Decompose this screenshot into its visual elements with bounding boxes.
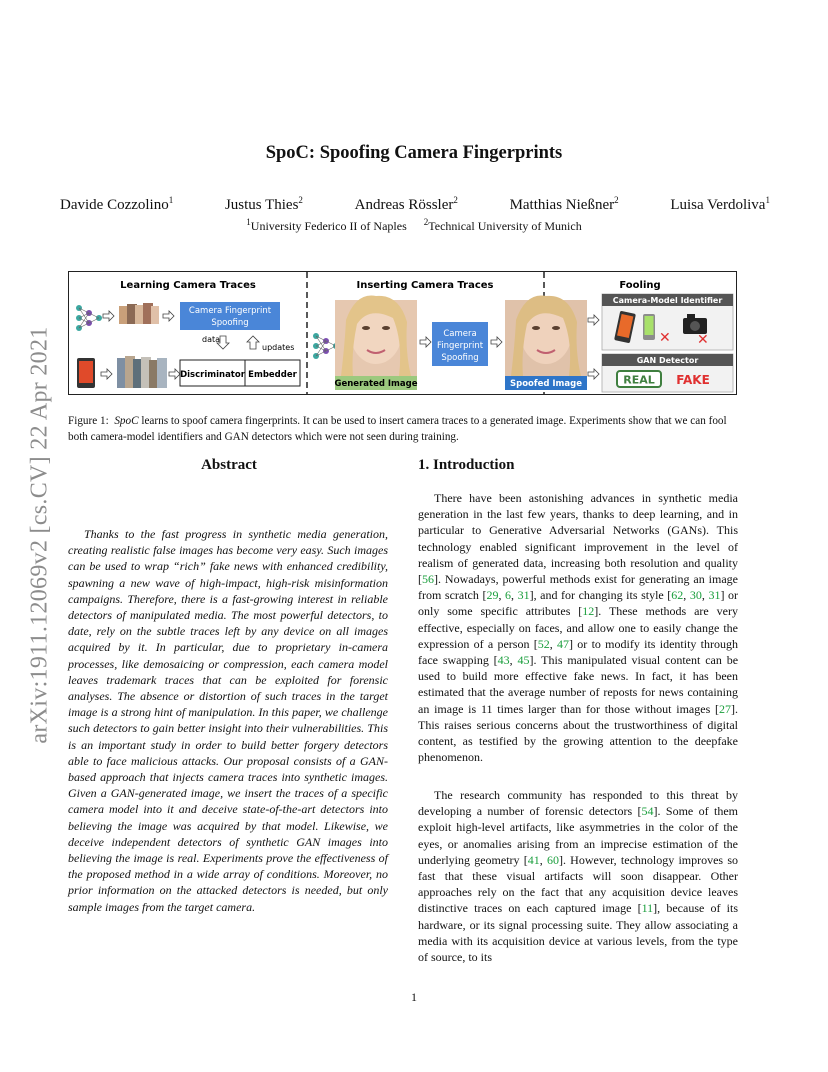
arrow-icon [588, 369, 599, 379]
citation-link[interactable]: 45 [517, 653, 530, 668]
spoofed-face-image [505, 296, 587, 377]
paper-title: SpoC: Spoofing Camera Fingerprints [265, 143, 563, 163]
abstract-heading: Abstract [201, 457, 257, 473]
svg-text:REAL: REAL [623, 373, 655, 387]
label-updates: updates [262, 343, 295, 352]
author: Justus Thies$^2$ [224, 195, 303, 213]
arxiv-id: arXiv:1911.12069v2 [cs.CV] 22 Apr 2021 [26, 326, 53, 744]
author: Davide Cozzolino$^1$ [60, 195, 174, 213]
citation-link[interactable]: 43 [497, 653, 510, 668]
affiliations [0, 217, 828, 234]
citation-link[interactable]: 31 [517, 588, 530, 603]
intro-paragraph-1: There have been astonishing advances in synthetic media generation in the last few years, thanks to deep learning, and in particular to Generative Adversarial Networks (GANs). This technology enabled significant improvement in the level of realism of generated data, increasing both resolution and quality [56]. Nowadays, powerful methods exist for generating an image from scratch [29, 6, 31], and for changing its style [62, 30, 31] or only some specific attributes [12]. These methods are very effective, especially on faces, and allow one to easily change the expression of a person [52, 47] or to modify its identity through face swapping [43, 45]. This manipulated visual content can be used to build more effective fake news. In fact, it has been estimated that the average number of reposts for news containing an image is 11 times larger than for those without images [27]. This raises serious concerns about the trustworthiness of digital content, as testified by the growing attention to the deepfake phenomenon. [418, 491, 739, 765]
svg-text:GAN Detector: GAN Detector [636, 356, 699, 365]
citation-link[interactable]: 52 [537, 636, 550, 651]
arrow-icon [420, 337, 431, 347]
smartphone-icon [643, 314, 655, 340]
citation-link[interactable]: 11 [641, 901, 654, 916]
generated-face-image [335, 296, 417, 377]
arrow-icon [588, 315, 599, 325]
citation-link[interactable]: 54 [641, 804, 654, 819]
author: Matthias Nießner$^2$ [509, 195, 619, 213]
citation-link[interactable]: 62 [671, 588, 684, 603]
svg-text:Spoofing: Spoofing [211, 318, 249, 328]
citation-link[interactable]: 29 [486, 588, 499, 603]
figure-1 [68, 271, 737, 395]
fake-stamp: FAKE [676, 373, 710, 387]
arrow-icon [163, 311, 174, 321]
author: Luisa Verdoliva$^1$ [670, 195, 770, 213]
citation-link[interactable]: 47 [557, 636, 570, 651]
figure-caption: Figure 1: SpoC learns to spoof camera fingerprints. It can be used to insert camera traces to a generated image. Experiments show that we can fool both camera-model identifiers and GAN detectors which were not seen during training. [68, 415, 727, 443]
arrow-icon [101, 369, 112, 379]
arxiv-sidebar [22, 285, 58, 785]
section-fooling-title: Fooling [619, 280, 661, 291]
svg-text:Fingerprint: Fingerprint [436, 341, 484, 351]
svg-text:Camera Fingerprint: Camera Fingerprint [188, 306, 272, 316]
cross-icon: ✕ [697, 332, 709, 348]
figure-1-diagram [69, 272, 736, 394]
section-learning-title: Learning Camera Traces [120, 280, 256, 291]
abstract-text: Thanks to the fast progress in synthetic media generation, creating realistic false images has become very easy. Such images can be used to wrap “rich” fake news with enhanced credibility, spawning a new wave of high-impact, high-risk misinformation campaigns. Therefore, there is a fast-growing interest in reliable detectors of manipulated media. The most powerful detectors, to date, rely on the subtle traces left by any device on all images acquired by it. In particular, due to proprietary in-camera processes, like demosaicing or compression, each camera model leaves trademark traces that can be exploited for forensic analyses. The absence or distortion of such traces in the target image is a strong hint of manipulation. In this paper, we challenge such detectors to gain better insight into their vulnerabilities. This is an important study in order to build better forgery detectors able to face malicious attacks. Our proposal consists of a GAN-based approach that injects camera traces into synthetic images. Given a GAN-generated image, we insert the traces of a specific camera model into it and deceive state-of-the-art detectors into believing the image was acquired by that model. Likewise, we deceive independent detectors of synthetic GAN images into believing the image is real. Experiments prove the effectiveness of the proposed method in a wide array of conditions. Moreover, no prior information on the attacked detectors is needed, but only sample images from the target camera. [68, 527, 388, 914]
author-list [60, 195, 770, 214]
citation-link[interactable]: 30 [689, 588, 702, 603]
cross-icon: ✕ [659, 330, 671, 346]
label-generated-image: Generated Image [334, 379, 418, 389]
svg-text:Discriminator: Discriminator [180, 370, 245, 380]
citation-link[interactable]: 56 [422, 572, 434, 587]
svg-text:Embedder: Embedder [248, 370, 297, 380]
arrow-icon [491, 337, 502, 347]
citation-link[interactable]: 60 [546, 852, 559, 867]
section-inserting-title: Inserting Camera Traces [356, 280, 494, 291]
author: Andreas Rössler$^2$ [354, 195, 458, 213]
affiliation: $^1$University Federico II of Naples [246, 217, 407, 233]
photo-stack-icon [119, 303, 159, 324]
citation-link[interactable]: 31 [708, 588, 721, 603]
intro-paragraph-2: The research community has responded to this threat by developing a number of forensic detectors [54]. Some of them exploit high-level artifacts, like asymmetries in the color of the eyes, or anomalies arising from an imprecise estimation of the underlying geometry [41, 60]. However, technology improves so fast that these visual artifacts will soon disappear. Other approaches rely on the fact that any acquisition device leaves distinctive traces on each captured image [11], because of its hardware, or its signal processing suite. They allow associating a media with its acquisition device at various levels, from the type of source, to its [418, 788, 738, 965]
citation-link[interactable]: 41 [527, 852, 540, 867]
page-number: 1 [411, 990, 417, 1004]
network-icon [76, 305, 102, 331]
arrow-icon [103, 311, 114, 321]
photo-stack-icon [117, 356, 167, 388]
svg-text:Camera: Camera [443, 329, 477, 339]
arrow-icon [169, 369, 180, 379]
affiliation: $^2$Technical University of Munich [423, 217, 582, 233]
citation-link[interactable]: 27 [719, 701, 731, 716]
citation-link[interactable]: 6 [505, 588, 512, 603]
label-data: data [202, 335, 221, 344]
smartphone-icon [77, 358, 95, 388]
label-spoofed-image: Spoofed Image [510, 379, 582, 389]
svg-text:Camera-Model Identifier: Camera-Model Identifier [612, 296, 723, 305]
svg-text:Spoofing: Spoofing [441, 353, 479, 363]
intro-heading: 1. Introduction [418, 457, 515, 473]
citation-link[interactable]: 12 [582, 604, 595, 619]
up-arrow-icon [247, 336, 259, 349]
